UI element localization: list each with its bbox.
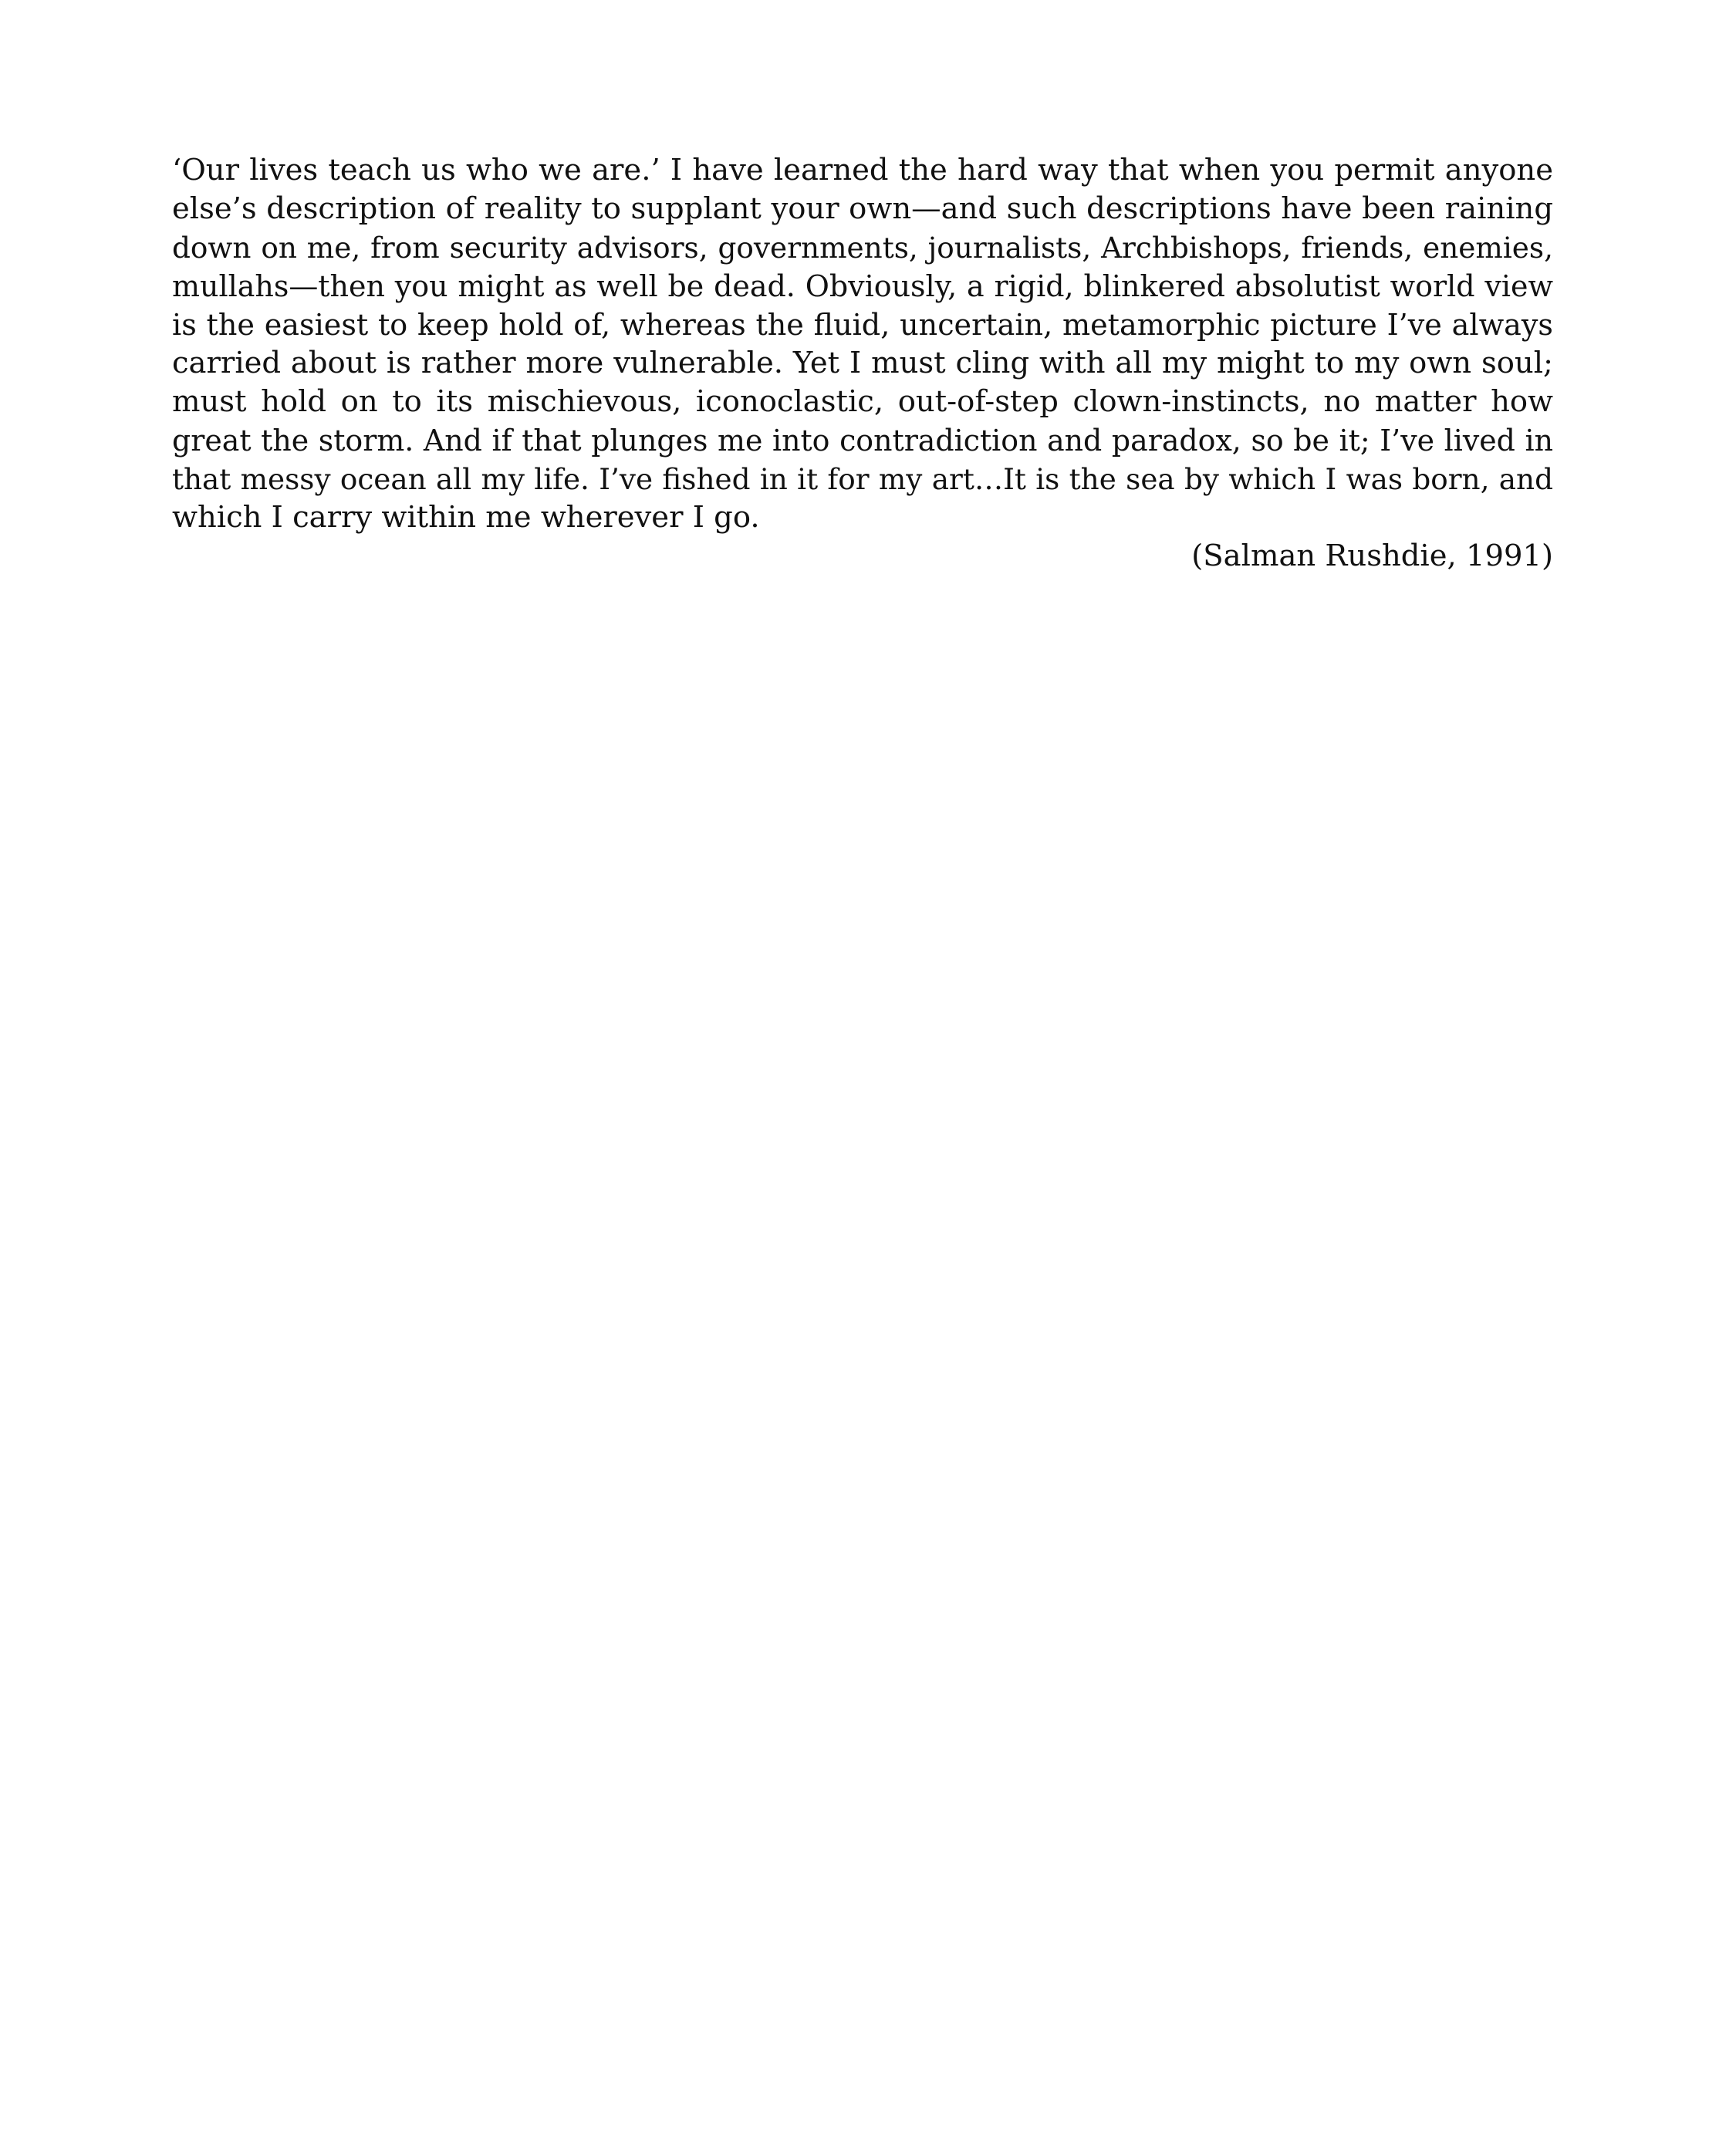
quote-attribution: (Salman Rushdie, 1991) xyxy=(1191,539,1553,573)
quote-line: ‘Our lives teach us who we are.’ I have learned the hard way that when you permit anyone xyxy=(172,153,1553,187)
quote-line: down on me, from security advisors, governments, journalists, Archbishops, friends, enemies, xyxy=(172,231,1553,265)
quote-line: great the storm. And if that plunges me into contradiction and paradox, so be it; I’ve lived in xyxy=(172,424,1553,458)
quote-block xyxy=(172,151,1553,576)
quote-line: that messy ocean all my life. I’ve fished in it for my art…It is the sea by which I was born, and xyxy=(172,462,1553,496)
quote-line: which I carry within me wherever I go. xyxy=(172,500,760,535)
quote-line: must hold on to its mischievous, iconoclastic, out-of-step clown-instincts, no matter how xyxy=(172,384,1553,419)
quote-line: mullahs—then you might as well be dead. Obviously, a rigid, blinkered absolutist world view xyxy=(172,269,1553,303)
quote-line: carried about is rather more vulnerable. Yet I must cling with all my might to my own soul; xyxy=(172,346,1553,380)
quote-line: is the easiest to keep hold of, whereas the fluid, uncertain, metamorphic picture I’ve always xyxy=(172,308,1553,342)
quote-line: else’s description of reality to supplant your own—and such descriptions have been raining xyxy=(172,191,1553,226)
